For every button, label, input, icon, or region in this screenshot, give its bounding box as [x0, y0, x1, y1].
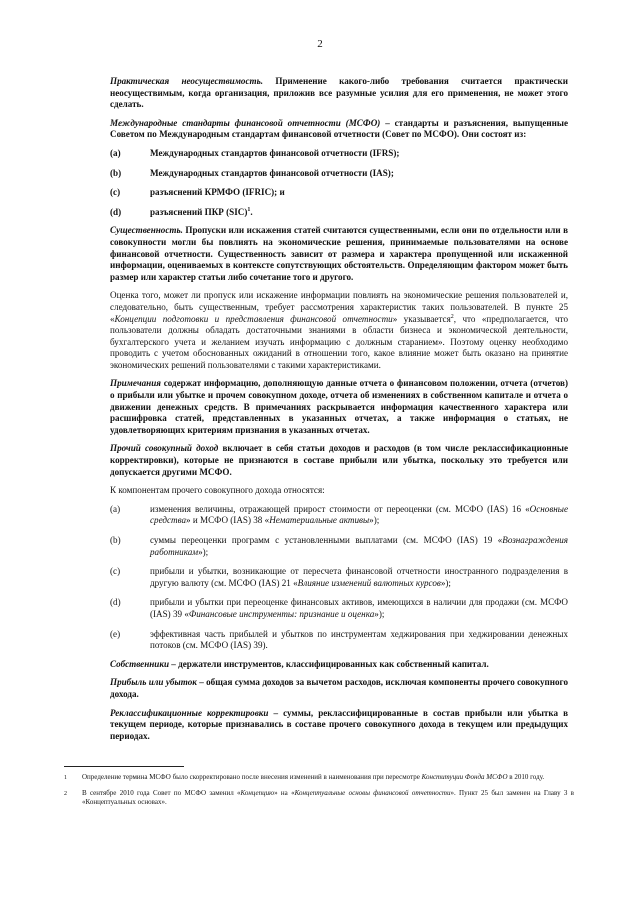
list-marker: (b)	[110, 535, 121, 545]
list-item	[110, 597, 568, 620]
def-material	[110, 225, 568, 283]
footnote-text-part: » на «	[274, 788, 295, 797]
list-item-text: эффективная часть прибылей и убытков по инструментам хеджирования при хеджировании денежных потоков (см. МСФО (IAS) 39).	[150, 628, 568, 651]
term-ifrs: Международные стандарты финансовой отчетности (МСФО)	[110, 117, 381, 128]
footnote-2	[64, 789, 574, 808]
assessment-paragraph	[110, 290, 568, 371]
list-item	[110, 504, 568, 527]
def-material-text: Пропуски или искажения статей считаются существенными, если они по отдельности или в совокупности могли бы повлиять на экономические решения, принимаемые пользователями на основе финансовой отчетности. Существенность зависит от размера и характера пропущенной или искаженной информации, оцениваемых в контексте сопутствующих обстоятельств. Определяющим фактором может быть размер или характер статьи либо сочетание того и другого.	[110, 225, 568, 282]
list-item	[110, 566, 568, 589]
footnote-text	[82, 789, 574, 808]
oci-item-text: »);	[369, 515, 380, 526]
footnotes	[64, 766, 574, 813]
def-reclass-text: – суммы, реклассифицированные в состав прибыли или убытка в текущем периоде, которые признавались в составе прочего совокупного дохода в текущем или предыдущих периодах.	[110, 707, 568, 741]
term-owners: Собственники	[110, 658, 170, 669]
footnote-italic: Концепцию	[240, 788, 275, 797]
assessment-text-2: » указывается	[392, 313, 451, 324]
list-item	[110, 187, 568, 199]
footnote-text-part: Определение термина МСФО было скорректировано после внесения изменений в наименования при пересмотре	[82, 773, 422, 781]
list-item-tail: .	[250, 206, 253, 217]
footnote-marker: 2	[64, 790, 67, 797]
def-ifrs-text: – стандарты и разъяснения, выпущенные Советом по Международным стандартам финансовой отчетности (Совет по МСФО). Они состоят из:	[110, 117, 568, 140]
list-item	[110, 168, 568, 180]
def-profit	[110, 677, 568, 700]
oci-item-text: прибыли и убытки при переоценке финансовых активов, имеющихся в наличии для продажи (см. МСФО (IAS) 39 «	[150, 597, 568, 619]
def-impracticable-text: Применение какого-либо требования считается практически неосуществимым, когда организация, приложив все разумные усилия для его применения, не может этого сделать.	[110, 76, 568, 110]
list-item	[110, 207, 568, 219]
oci-item-text: прибыли и убытки, возникающие от пересчета финансовой отчетности иностранного подразделения в другую валюту (см. МСФО (IAS) 21 «	[150, 566, 568, 588]
footnote-italic: Концептуальные основы финансовой отчетности	[294, 788, 451, 797]
list-marker: (e)	[110, 628, 121, 639]
list-item-text	[150, 504, 568, 527]
oci-item-text: »);	[374, 608, 385, 619]
standard-title: Вознаграждения работникам	[150, 535, 568, 557]
def-owners-text: – держатели инструментов, классифицированных как собственный капитал.	[169, 658, 489, 669]
ifrs-list	[110, 148, 568, 218]
def-impracticable	[110, 76, 568, 111]
page-number: 2	[317, 38, 323, 50]
list-marker: (b)	[110, 167, 122, 178]
footnote-text-part: ». Пункт 25 был заменен на Главу 3 в «Концептуальных основах».	[82, 788, 574, 807]
list-marker: (c)	[110, 566, 121, 577]
list-item-text	[150, 566, 568, 589]
list-item-text: Международных стандартов финансовой отчетности (IAS);	[150, 167, 394, 178]
standard-title: Нематериальные активы	[269, 515, 370, 526]
footnote-text	[82, 773, 574, 784]
term-impracticable: Практическая неосуществимость.	[110, 76, 264, 86]
term-notes: Примечания	[110, 378, 161, 389]
term-profit: Прибыль или убыток	[110, 677, 197, 688]
standard-title: Основные средства	[150, 503, 568, 526]
def-oci-text: включает в себя статьи доходов и расходов (в том числе реклассификационные корректировки), которые не признаются в составе прибыли или убытка, поскольку это требуется или допускается другими МСФО.	[110, 443, 568, 477]
list-item-text	[150, 207, 568, 219]
assessment-text-3: , что «предполагается, что пользователи должны обладать достаточными знаниями в области бизнеса и экономической деятельности, бухгалтерского учета и желанием изучать информацию с должным старанием». Поэтому оценку необходимо проводить с учетом обоснованных ожиданий в отношении того, какое влияние может быть оказано на принятие экономических решений пользователями с такими характеристиками.	[110, 313, 569, 370]
list-marker: (c)	[110, 187, 121, 198]
oci-components-intro: К компонентам прочего совокупного дохода относятся:	[110, 485, 325, 496]
list-item-text: Международных стандартов финансовой отчетности (IFRS);	[150, 147, 400, 158]
def-notes	[110, 378, 568, 436]
def-owners	[110, 659, 568, 671]
footnote-ref-2[interactable]: 2	[450, 313, 454, 320]
footnote-text-part: В сентябре 2010 года Совет по МСФО заменил «	[82, 788, 241, 797]
oci-item-text: »);	[440, 577, 451, 588]
footnote-divider	[64, 766, 184, 767]
list-marker: (a)	[110, 147, 121, 158]
framework-title: Концепции подготовки и представления финансовой отчетности	[114, 313, 393, 324]
oci-item-text: »);	[198, 546, 209, 557]
assessment-text-1: Оценка того, может ли пропуск или искажение информации повлиять на экономические решения пользователей и, следовательно, быть существенным, требует рассмотрения характеристик таких пользователей. В пункте 25 «	[110, 290, 568, 324]
document-body	[110, 76, 568, 749]
list-item	[110, 629, 568, 652]
def-reclass	[110, 708, 568, 743]
list-item	[110, 535, 568, 558]
def-ifrs	[110, 118, 568, 141]
term-reclass: Реклассификационные корректировки	[110, 707, 269, 718]
list-item-label: разъяснений ПКР (SIC)	[150, 206, 248, 217]
def-notes-text: содержат информацию, дополняющую данные отчета о финансовом положении, отчета (отчетов) о прибыли или убытке и прочем совокупном доходе, отчета об изменениях в собственном капитале и отчета о движении денежных средств. В примечаниях раскрывается информация качественного характера или расшифровка статей, представленных в указанных отчетах, а также информация о статьях, не удовлетворяющих критериям признания в указанных отчетах.	[110, 378, 568, 435]
oci-item-text: суммы переоценки программ с установленными выплатами (см. МСФО (IAS) 19 «	[150, 535, 503, 545]
oci-item-text: изменения величины, отражающей прирост стоимости от переоценки (см. МСФО (IAS) 16 «	[150, 503, 530, 514]
footnote-marker: 1	[64, 775, 67, 781]
standard-title: Влияние изменений валютных курсов	[297, 577, 441, 588]
list-marker: (d)	[110, 206, 122, 217]
list-item	[110, 148, 568, 160]
oci-list	[110, 504, 568, 652]
footnote-ref-1[interactable]: 1	[247, 206, 251, 213]
list-item-text	[150, 597, 568, 620]
standard-title: Финансовые инструменты: признание и оценка	[188, 608, 375, 619]
footnote-1	[64, 773, 574, 784]
list-marker: (a)	[110, 503, 121, 514]
term-material: Существенность.	[110, 225, 183, 236]
term-oci: Прочий совокупный доход	[110, 443, 219, 454]
list-item-text: разъяснений КРМФО (IFRIC); и	[150, 187, 285, 198]
list-item-text	[150, 535, 568, 558]
list-marker: (d)	[110, 597, 121, 608]
oci-item-text: » и МСФО (IAS) 38 «	[186, 515, 270, 526]
footnote-italic: Конституции Фонда МСФО	[421, 773, 508, 781]
footnote-text-part: в 2010 году.	[507, 773, 545, 781]
def-oci	[110, 443, 568, 478]
def-profit-text: – общая сумма доходов за вычетом расходов, исключая компоненты прочего совокупного дохода.	[110, 677, 568, 699]
